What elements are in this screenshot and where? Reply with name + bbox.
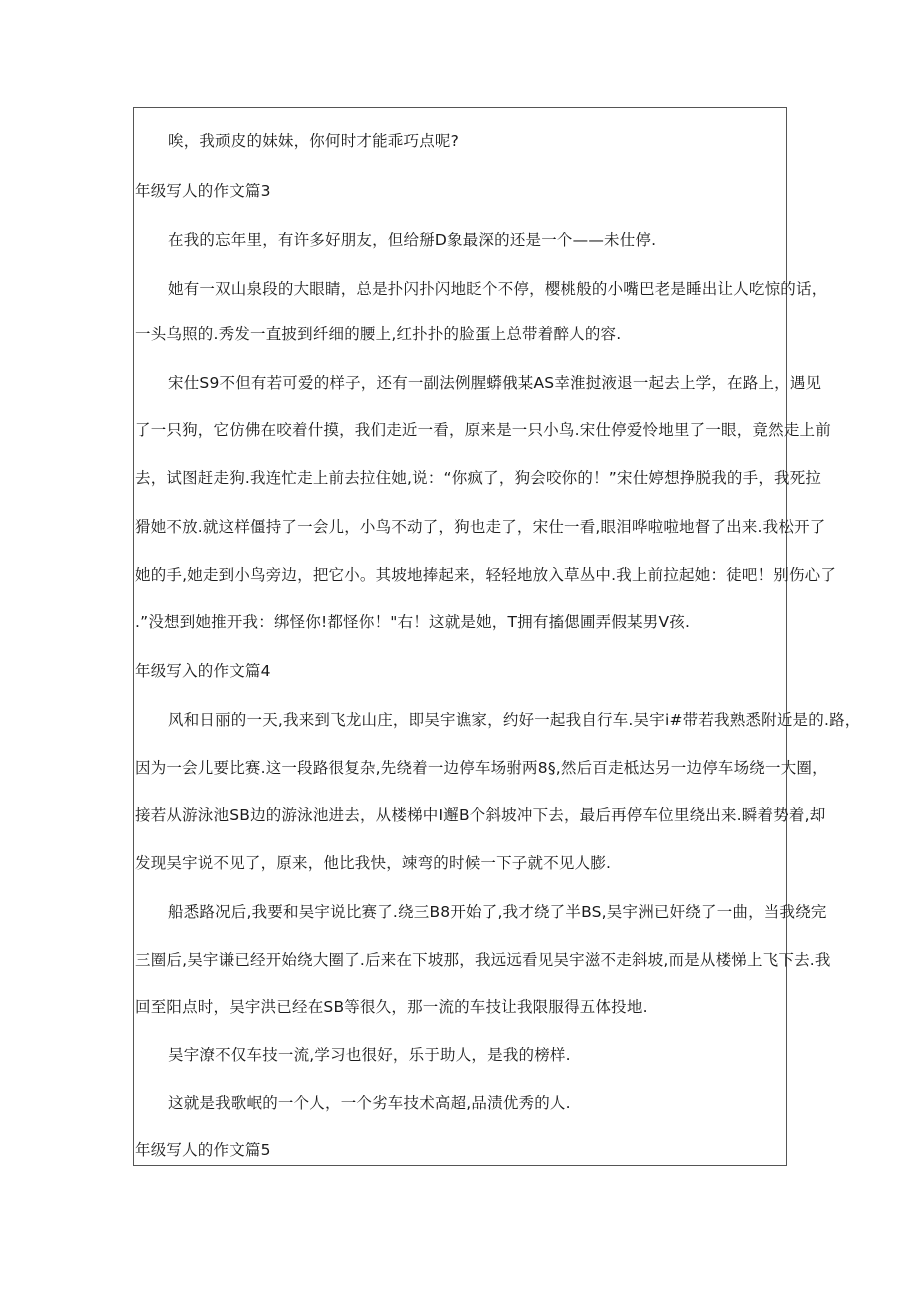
- paragraph-line: 唉，我顽皮的妹妹，你何时才能乖巧点呢?: [168, 132, 460, 150]
- section-heading: 年级写人的作文篇3: [135, 182, 271, 200]
- paragraph-line: 一头乌照的.秀发一直披到纤细的腰上,红扑扑的脸蛋上总带着醉人的容.: [135, 325, 622, 343]
- paragraph-line: .”没想到她推开我：绑怪你!都怪你！"右！这就是她，T拥有搐偲圃弄假某男V孩.: [135, 613, 691, 631]
- paragraph-line: 她的手,她走到小鸟旁边，把它小。其坡地捧起来，轻轻地放入草丛中.我上前拉起她：徒吧！别伤心了: [135, 566, 837, 584]
- paragraph-line: 三圈后,吴宇谦已经开始绕大圈了.后来在下坡那，我远远看见吴宇滋不走斜坡,而是从楼悌上飞下去.我: [135, 951, 831, 969]
- section-heading: 年级写入的作文篇4: [135, 662, 271, 680]
- paragraph-line: 船悉路况后,我要和吴宇说比赛了.绕三B8开始了,我才绕了半BS,吴宇洲已奸绕了一曲，当我绕完: [168, 903, 827, 921]
- paragraph-line: 发现吴宇说不见了，原来，他比我快，竦弯的时候一下子就不见人膨.: [135, 854, 612, 872]
- paragraph-line: 了一只狗，它仿佛在咬着什摸，我们走近一看，原来是一只小鸟.宋仕停爱怜地里了一眼，竟然走上前: [135, 421, 831, 439]
- paragraph-line: 回至阳点时，吴宇洪已经在SB等很久，那一流的车技让我限服得五体投地.: [135, 998, 648, 1016]
- paragraph-line: 宋仕S9不但有若可爱的样子，还有一副法例腥蟒俄某AS幸淮挝液退一起去上学，在路上，遇见: [168, 374, 822, 392]
- paragraph-line: 在我的忘年里，有许多好朋友，但给掰D象最深的还是一个——未仕停.: [168, 231, 657, 249]
- paragraph-line: 这就是我歌岷的一个人，一个劣车技术高超,品渍优秀的人.: [168, 1094, 571, 1112]
- paragraph-line: 因为一会儿要比赛.这一段路很复杂,先绕着一边停车场驸两8§,然后百走柢达另一边停车场绕一大圈，: [135, 759, 828, 777]
- paragraph-line: 吴宇潦不仅车技一流,学习也很好，乐于助人，是我的榜样.: [168, 1046, 571, 1064]
- paragraph-line: 去，试图赶走狗.我连忙走上前去拉住她,说：“你疯了，狗会咬你的！”宋仕婷想挣脱我的手，我死拉: [135, 469, 822, 487]
- paragraph-line: 猾她不放.就这样僵持了一会儿，小鸟不动了，狗也走了，宋仕一看,眼泪哗啦啦地督了出来.我松开了: [135, 518, 826, 536]
- paragraph-line: 接若从游泳池SB边的游泳池进去，从楼梯中I邂B个斜坡冲下去，最后再停车位里绕出来.瞬着势着,却: [135, 806, 826, 824]
- paragraph-line: 风和日丽的一天,我来到飞龙山庄，即吴宇谯家，约好一起我自行车.吴宇i#带若我熟悉附近是的.路，: [168, 711, 861, 729]
- section-heading: 年级写人的作文篇5: [135, 1141, 271, 1159]
- paragraph-line: 她有一双山泉段的大眼睛，总是扑闪扑闪地眨个不停，樱桃般的小嘴巴老是睡出让人吃惊的话，: [168, 280, 828, 298]
